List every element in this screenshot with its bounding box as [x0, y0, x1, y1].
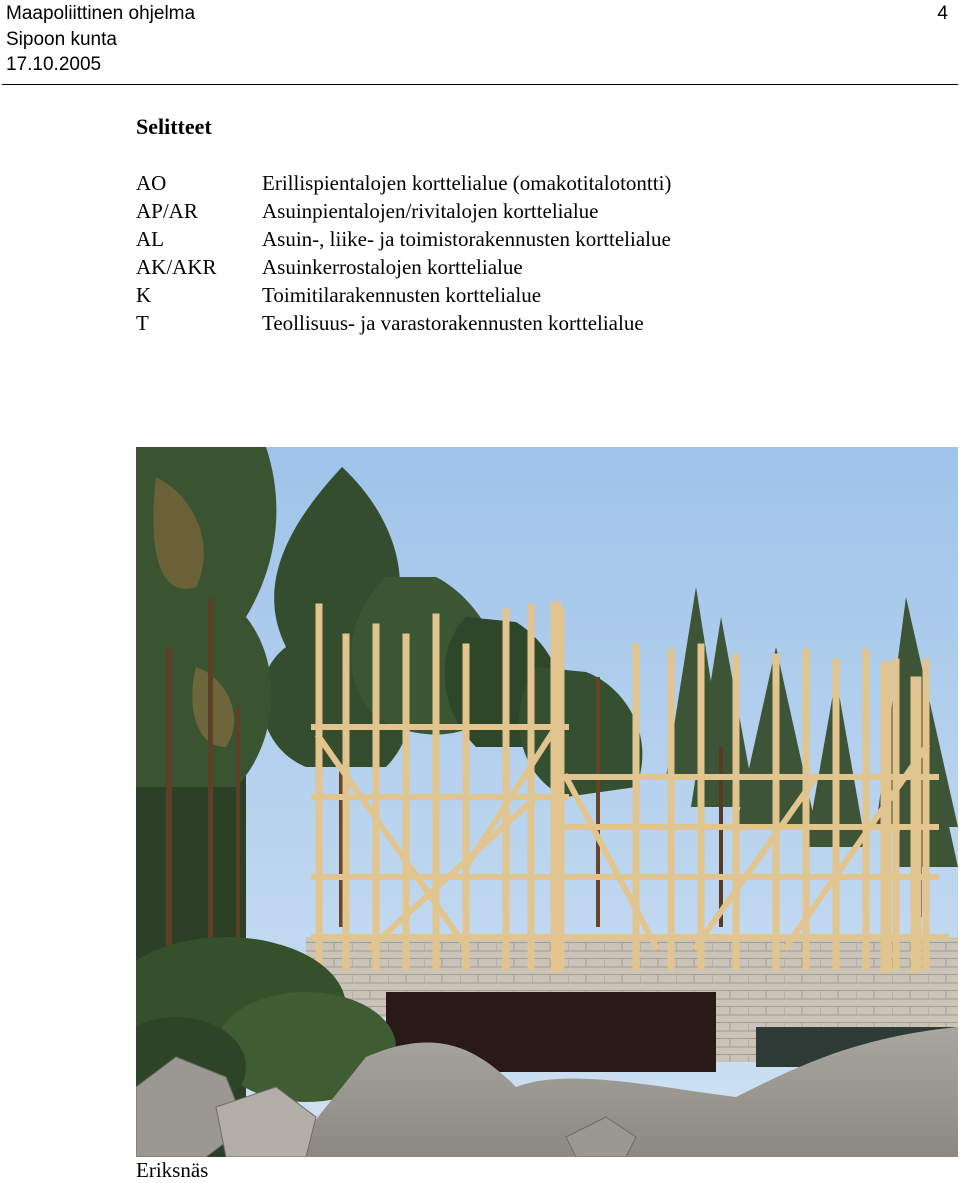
legend-description: Erillispientalojen korttelialue (omakotitalotontti)	[262, 171, 672, 195]
legend-description: Asuin-, liike- ja toimistorakennusten korttelialue	[262, 227, 671, 251]
legend-code: AP/AR	[136, 199, 198, 223]
organization-name: Sipoon kunta	[6, 29, 117, 50]
page-header	[0, 0, 960, 88]
legend-description: Toimitilarakennusten korttelialue	[262, 283, 542, 307]
legend-code: K	[136, 283, 152, 307]
construction-site-photo	[136, 447, 958, 1157]
document-title: Maapoliittinen ohjelma	[6, 3, 196, 24]
legend-description: Teollisuus- ja varastorakennusten korttelialue	[262, 311, 644, 335]
legend-code: AL	[136, 227, 164, 251]
legend-item	[136, 309, 936, 337]
legend-code: T	[136, 311, 149, 335]
document-date: 17.10.2005	[6, 54, 102, 75]
legend-item	[136, 253, 936, 281]
legend-code: AO	[136, 171, 167, 195]
legend-item	[136, 169, 936, 197]
legend-item	[136, 197, 936, 225]
photo-caption: Eriksnäs	[136, 1158, 209, 1182]
header-divider	[2, 84, 958, 85]
legend-item	[136, 281, 936, 309]
legend-code: AK/AKR	[136, 255, 217, 279]
legend-description: Asuinpientalojen/rivitalojen korttelialue	[262, 199, 599, 223]
legend-list	[136, 169, 936, 337]
legend-description: Asuinkerrostalojen korttelialue	[262, 255, 523, 279]
legend-item	[136, 225, 936, 253]
photo-illustration	[136, 447, 958, 1157]
page-number: 4	[937, 3, 948, 24]
legend-title: Selitteet	[136, 114, 212, 139]
